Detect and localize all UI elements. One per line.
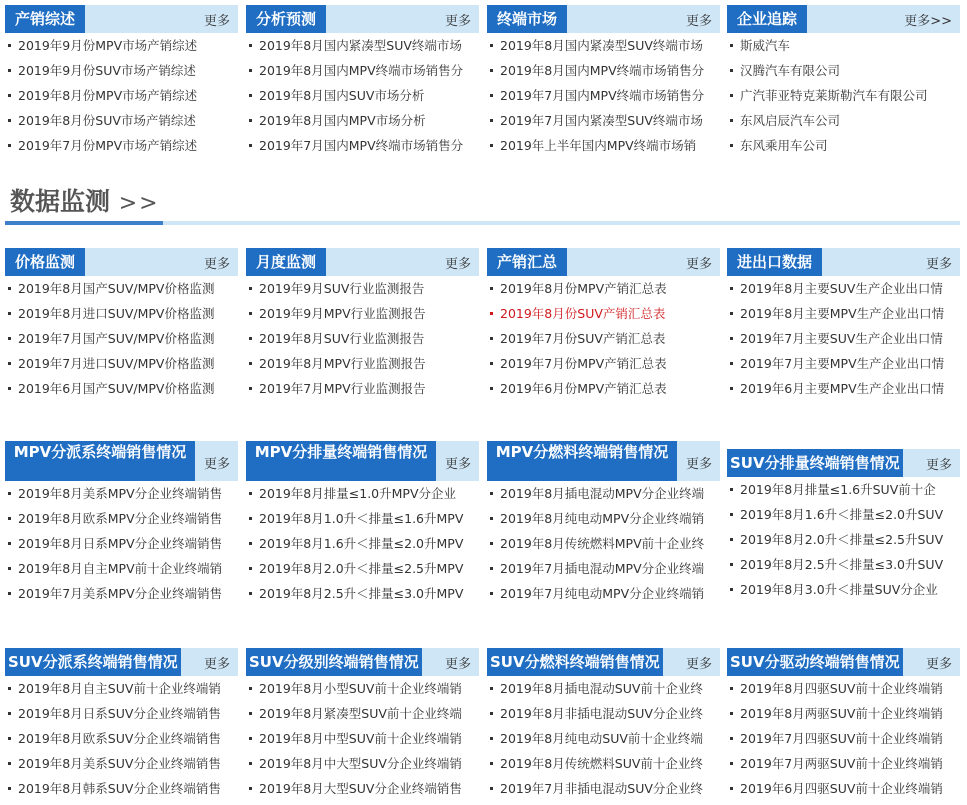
list-item[interactable]: 2019年8月份SUV市场产销综述 — [5, 108, 238, 133]
more-link[interactable]: 更多 — [444, 257, 471, 272]
list-item[interactable]: 2019年9月份MPV市场产销综述 — [5, 33, 238, 58]
panel-suv-by-fuel — [487, 648, 720, 801]
panel-header — [727, 5, 960, 33]
list-item[interactable]: 2019年9月SUV行业监测报告 — [246, 276, 479, 301]
section-title-text: 数据监测 — [10, 187, 111, 216]
list-item[interactable]: 2019年6月份MPV产销汇总表 — [487, 376, 720, 401]
list-item[interactable]: 2019年8月传统燃料SUV前十企业终 — [487, 751, 720, 776]
more-link[interactable]: 更多 — [685, 657, 712, 672]
panel-header — [246, 441, 479, 481]
list-item[interactable]: 2019年8月1.6升＜排量≤2.0升MPV — [246, 531, 479, 556]
section-divider-accent — [5, 221, 163, 225]
article-list — [727, 33, 960, 158]
panel-monthly-monitoring — [246, 248, 479, 401]
list-item[interactable]: 2019年8月四驱SUV前十企业终端销 — [727, 676, 960, 701]
article-list — [246, 33, 479, 158]
panel-suv-by-origin — [5, 648, 238, 801]
list-item[interactable]: 2019年8月SUV行业监测报告 — [246, 326, 479, 351]
panel-analysis-forecast — [246, 5, 479, 158]
list-item[interactable]: 2019年8月传统燃料MPV前十企业终 — [487, 531, 720, 556]
list-item[interactable]: 2019年8月两驱SUV前十企业终端销 — [727, 701, 960, 726]
panel-suv-by-drive — [727, 648, 960, 801]
panel-title[interactable]: 产销汇总 — [487, 248, 567, 276]
list-item[interactable]: 2019年8月中型SUV前十企业终端销 — [246, 726, 479, 751]
panel-header — [487, 5, 720, 33]
panel-mpv-by-origin — [5, 441, 238, 606]
list-item[interactable]: 2019年7月非插电混动SUV分企业终 — [487, 776, 720, 801]
list-item[interactable]: 2019年8月1.6升＜排量≤2.0升SUV — [727, 502, 960, 527]
panel-title[interactable]: 企业追踪 — [727, 5, 807, 33]
article-list — [487, 276, 720, 401]
list-item[interactable]: 2019年7月纯电动MPV分企业终端销 — [487, 581, 720, 606]
panel-title[interactable]: 进出口数据 — [727, 248, 822, 276]
panel-header — [487, 648, 720, 676]
panel-header — [5, 441, 238, 481]
list-item[interactable]: 2019年8月份MPV产销汇总表 — [487, 276, 720, 301]
list-item[interactable]: 2019年6月国产SUV/MPV价格监测 — [5, 376, 238, 401]
panel-mpv-by-fuel — [487, 441, 720, 606]
list-item[interactable]: 2019年8月主要SUV生产企业出口情 — [727, 276, 960, 301]
list-item[interactable]: 2019年8月插电混动SUV前十企业终 — [487, 676, 720, 701]
panel-header — [246, 648, 479, 676]
panel-header — [727, 648, 960, 676]
list-item[interactable]: 2019年8月2.5升＜排量≤3.0升MPV — [246, 581, 479, 606]
list-item[interactable]: 2019年8月韩系SUV分企业终端销售 — [5, 776, 238, 801]
list-item[interactable]: 2019年7月国内MPV终端市场销售分 — [246, 133, 479, 158]
section-title — [10, 182, 160, 218]
list-item[interactable]: 2019年8月大型SUV分企业终端销售 — [246, 776, 479, 801]
list-item[interactable]: 2019年8月日系MPV分企业终端销售 — [5, 531, 238, 556]
panel-header — [487, 441, 720, 481]
more-link[interactable]: 更多 — [444, 657, 471, 672]
list-item[interactable]: 2019年7月国内MPV终端市场销售分 — [487, 83, 720, 108]
more-link[interactable]: 更多 — [203, 14, 230, 29]
panel-title[interactable]: 分析预测 — [246, 5, 326, 33]
list-item[interactable]: 2019年7月MPV行业监测报告 — [246, 376, 479, 401]
list-item[interactable]: 2019年8月国内紧凑型SUV终端市场 — [246, 33, 479, 58]
section-divider — [5, 221, 960, 225]
panel-title[interactable]: MPV分燃料终端销售情况 — [487, 441, 677, 481]
panel-title[interactable]: SUV分级别终端销售情况 — [246, 648, 422, 676]
list-item[interactable]: 2019年8月排量≤1.6升SUV前十企 — [727, 477, 960, 502]
list-item[interactable]: 2019年7月进口SUV/MPV价格监测 — [5, 351, 238, 376]
list-item[interactable]: 2019年9月份SUV市场产销综述 — [5, 58, 238, 83]
panel-product-sales-summary — [5, 5, 238, 158]
list-item[interactable]: 2019年9月MPV行业监测报告 — [246, 301, 479, 326]
panel-company-tracking — [727, 5, 960, 158]
list-item[interactable]: 2019年8月排量≤1.0升MPV分企业 — [246, 481, 479, 506]
list-item[interactable]: 2019年8月国内MPV终端市场销售分 — [487, 58, 720, 83]
panel-title[interactable]: MPV分派系终端销售情况 — [5, 441, 195, 481]
list-item[interactable]: 2019年7月主要SUV生产企业出口情 — [727, 326, 960, 351]
more-link[interactable]: 更多 — [685, 457, 712, 472]
list-item[interactable]: 2019年8月中大型SUV分企业终端销 — [246, 751, 479, 776]
list-item[interactable]: 2019年8月国产SUV/MPV价格监测 — [5, 276, 238, 301]
more-link[interactable]: 更多 — [444, 457, 471, 472]
list-item[interactable]: 广汽菲亚特克莱斯勒汽车有限公司 — [727, 83, 960, 108]
list-item[interactable]: 2019年8月美系MPV分企业终端销售 — [5, 481, 238, 506]
panel-mpv-by-displacement — [246, 441, 479, 606]
panel-header — [727, 449, 960, 477]
more-link[interactable]: 更多 — [203, 257, 230, 272]
list-item-highlighted[interactable]: 2019年8月份SUV产销汇总表 — [487, 301, 720, 326]
article-list — [5, 676, 238, 801]
panel-header — [487, 248, 720, 276]
panel-suv-by-class — [246, 648, 479, 801]
panel-production-sales-summary — [487, 248, 720, 401]
panel-title[interactable]: MPV分排量终端销售情况 — [246, 441, 436, 481]
list-item[interactable]: 2019年7月国内紧凑型SUV终端市场 — [487, 108, 720, 133]
article-list — [5, 276, 238, 401]
more-link[interactable]: 更多 — [925, 657, 952, 672]
list-item[interactable]: 2019年8月3.0升＜排量SUV分企业 — [727, 577, 960, 602]
list-item[interactable]: 2019年8月进口SUV/MPV价格监测 — [5, 301, 238, 326]
panel-title[interactable]: 月度监测 — [246, 248, 326, 276]
section-arrows: >> — [118, 191, 160, 216]
panel-header — [5, 648, 238, 676]
list-item[interactable]: 2019年7月国产SUV/MPV价格监测 — [5, 326, 238, 351]
panel-title[interactable]: SUV分派系终端销售情况 — [5, 648, 181, 676]
list-item[interactable]: 2019年8月自主MPV前十企业终端销 — [5, 556, 238, 581]
list-item[interactable]: 2019年7月美系MPV分企业终端销售 — [5, 581, 238, 606]
panel-header — [5, 5, 238, 33]
list-item[interactable]: 2019年8月国内SUV市场分析 — [246, 83, 479, 108]
list-item[interactable]: 2019年7月份MPV产销汇总表 — [487, 351, 720, 376]
list-item[interactable]: 2019年8月纯电动SUV前十企业终端 — [487, 726, 720, 751]
list-item[interactable]: 2019年8月份MPV市场产销综述 — [5, 83, 238, 108]
article-list — [727, 676, 960, 801]
panel-price-monitoring — [5, 248, 238, 401]
panel-header — [246, 5, 479, 33]
list-item[interactable]: 斯威汽车 — [727, 33, 960, 58]
list-item[interactable]: 2019年8月小型SUV前十企业终端销 — [246, 676, 479, 701]
article-list — [246, 481, 479, 606]
article-list — [487, 481, 720, 606]
panel-header — [5, 248, 238, 276]
list-item[interactable]: 2019年8月欧系MPV分企业终端销售 — [5, 506, 238, 531]
list-item[interactable]: 2019年7月份SUV产销汇总表 — [487, 326, 720, 351]
article-list — [727, 477, 960, 602]
list-item[interactable]: 2019年8月自主SUV前十企业终端销 — [5, 676, 238, 701]
more-link[interactable]: 更多 — [444, 14, 471, 29]
list-item[interactable]: 2019年8月纯电动MPV分企业终端销 — [487, 506, 720, 531]
list-item[interactable]: 2019年8月插电混动MPV分企业终端 — [487, 481, 720, 506]
article-list — [487, 33, 720, 158]
article-list — [487, 676, 720, 801]
list-item[interactable]: 2019年7月四驱SUV前十企业终端销 — [727, 726, 960, 751]
panel-title[interactable]: 终端市场 — [487, 5, 567, 33]
more-link[interactable]: 更多>> — [904, 14, 952, 29]
list-item[interactable]: 2019年8月国内MPV终端市场销售分 — [246, 58, 479, 83]
panel-header — [246, 248, 479, 276]
list-item[interactable]: 汉腾汽车有限公司 — [727, 58, 960, 83]
list-item[interactable]: 2019年8月2.0升＜排量≤2.5升SUV — [727, 527, 960, 552]
list-item[interactable]: 2019年8月国内MPV市场分析 — [246, 108, 479, 133]
more-link[interactable]: 更多 — [685, 14, 712, 29]
article-list — [727, 276, 960, 401]
list-item[interactable]: 2019年7月主要MPV生产企业出口情 — [727, 351, 960, 376]
panel-title[interactable]: SUV分驱动终端销售情况 — [727, 648, 903, 676]
list-item[interactable]: 2019年6月主要MPV生产企业出口情 — [727, 376, 960, 401]
list-item[interactable]: 2019年8月主要MPV生产企业出口情 — [727, 301, 960, 326]
list-item[interactable]: 2019年8月欧系SUV分企业终端销售 — [5, 726, 238, 751]
list-item[interactable]: 2019年8月MPV行业监测报告 — [246, 351, 479, 376]
more-link[interactable]: 更多 — [203, 457, 230, 472]
list-item[interactable]: 东风乘用车公司 — [727, 133, 960, 158]
list-item[interactable]: 2019年8月2.0升＜排量≤2.5升MPV — [246, 556, 479, 581]
list-item[interactable]: 2019年6月四驱SUV前十企业终端销 — [727, 776, 960, 801]
article-list — [246, 676, 479, 801]
more-link[interactable]: 更多 — [685, 257, 712, 272]
list-item[interactable]: 2019年8月1.0升＜排量≤1.6升MPV — [246, 506, 479, 531]
list-item[interactable]: 2019年8月非插电混动SUV分企业终 — [487, 701, 720, 726]
article-list — [246, 276, 479, 401]
list-item[interactable]: 东风启辰汽车公司 — [727, 108, 960, 133]
more-link[interactable]: 更多 — [203, 657, 230, 672]
article-list — [5, 481, 238, 606]
list-item[interactable]: 2019年7月插电混动MPV分企业终端 — [487, 556, 720, 581]
list-item[interactable]: 2019年7月份MPV市场产销综述 — [5, 133, 238, 158]
more-link[interactable]: 更多 — [925, 257, 952, 272]
list-item[interactable]: 2019年8月国内紧凑型SUV终端市场 — [487, 33, 720, 58]
panel-suv-by-displacement — [727, 449, 960, 602]
list-item[interactable]: 2019年7月两驱SUV前十企业终端销 — [727, 751, 960, 776]
list-item[interactable]: 2019年8月紧凑型SUV前十企业终端 — [246, 701, 479, 726]
panel-title[interactable]: 产销综述 — [5, 5, 85, 33]
article-list — [5, 33, 238, 158]
panel-title[interactable]: SUV分排量终端销售情况 — [727, 449, 903, 477]
list-item[interactable]: 2019年8月日系SUV分企业终端销售 — [5, 701, 238, 726]
more-link[interactable]: 更多 — [925, 458, 952, 473]
list-item[interactable]: 2019年8月美系SUV分企业终端销售 — [5, 751, 238, 776]
panel-import-export-data — [727, 248, 960, 401]
panel-title[interactable]: SUV分燃料终端销售情况 — [487, 648, 663, 676]
panel-title[interactable]: 价格监测 — [5, 248, 85, 276]
panel-terminal-market — [487, 5, 720, 158]
panel-header — [727, 248, 960, 276]
list-item[interactable]: 2019年8月2.5升＜排量≤3.0升SUV — [727, 552, 960, 577]
list-item[interactable]: 2019年上半年国内MPV终端市场销 — [487, 133, 720, 158]
